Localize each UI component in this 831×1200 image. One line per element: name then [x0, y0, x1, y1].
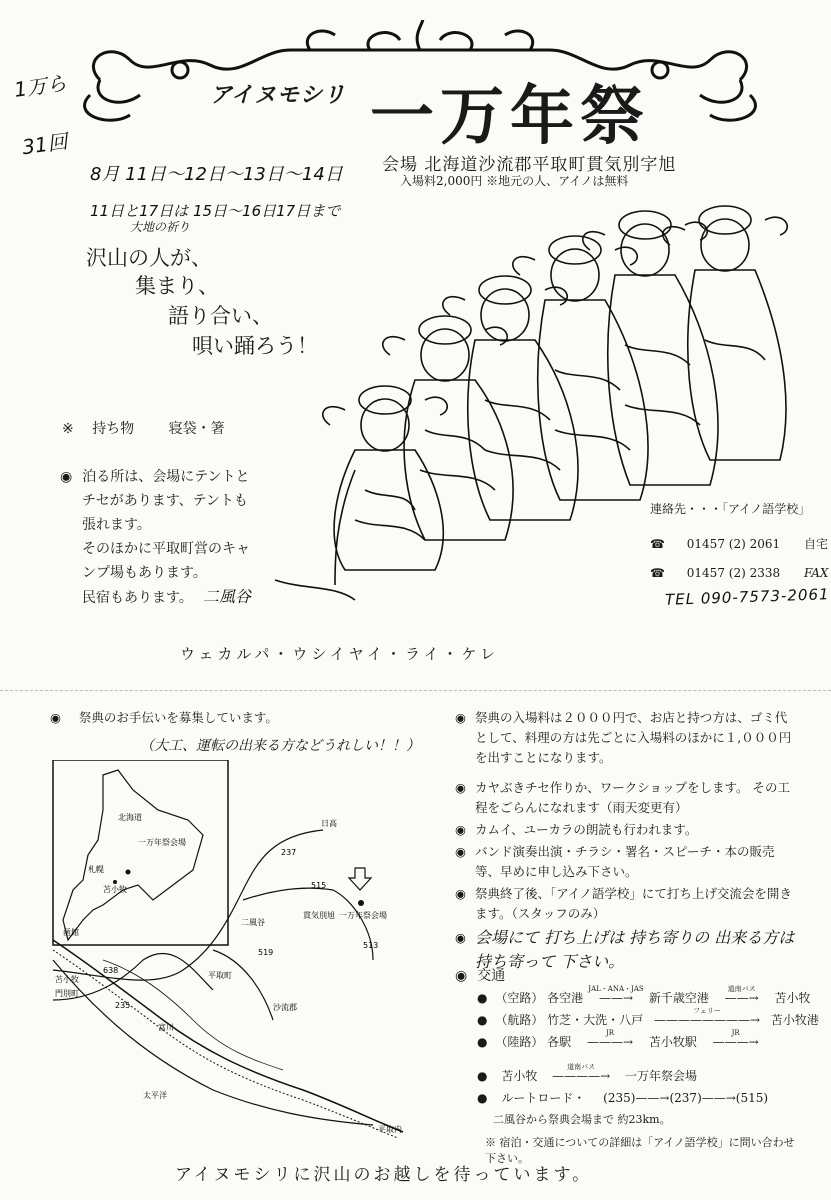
ritual-note-sub: 大地の祈り	[130, 220, 191, 234]
details-note: ※ 宿泊・交通についての詳細は「アイノ語学校」に問い合わせ下さい。	[485, 1136, 795, 1165]
route-bus	[455, 1065, 805, 1087]
bring-list	[62, 418, 225, 438]
route-from: 各駅	[547, 1035, 572, 1049]
route-to: 苫小牧	[774, 991, 811, 1005]
help-handwritten: （大工、運転の出来る方などうれしい！！）	[140, 738, 420, 754]
info-text: カムイ、ユーカラの朗読も行われます。	[475, 822, 698, 837]
dancer-figure	[323, 386, 447, 585]
bring-mark: ※	[62, 421, 74, 437]
margin-note-line1: 1万ら	[12, 70, 69, 102]
route-land	[455, 1031, 805, 1053]
venue: 会場 北海道沙流郡平取町貫気別字旭	[382, 155, 677, 175]
map-label-saru-gun: 沙流郡	[273, 1003, 297, 1012]
info-text: バンド演奏出演・チラシ・署名・スピーチ・本の販売等、早めに申し込み下さい。	[475, 844, 775, 879]
contact-handwritten: TEL 090-7573-2061	[664, 585, 830, 609]
divider-line	[0, 690, 831, 691]
bring-items: 寝袋・箸	[168, 421, 225, 437]
route-to: 一万年祭会場	[624, 1069, 697, 1083]
map-label-hidaka: 日高	[321, 819, 337, 828]
footer-message: アイヌモシリに沢山のお越しを待っています。	[175, 1165, 593, 1185]
arrow-icon: ————————→	[653, 1013, 761, 1027]
route-via: JR	[731, 1029, 740, 1037]
margin-note	[12, 69, 76, 162]
help-wanted	[50, 708, 278, 726]
contact-label: 連絡先・・・「アイノ語学校」	[650, 502, 811, 516]
dancer-figure	[383, 316, 513, 540]
map-label-tomakomai: 苫小牧	[55, 975, 79, 984]
phone-icon: ☎	[650, 537, 665, 551]
route-from: 各空港	[547, 991, 584, 1005]
dancer-figure	[663, 206, 787, 460]
dancer-figure	[583, 211, 718, 485]
route-mode: （航路）	[495, 1013, 544, 1027]
transport-section	[455, 965, 819, 1167]
info-mark: ◉	[455, 710, 466, 725]
map-label-tomakomai-inset: 苫小牧	[103, 885, 127, 894]
info-mark: ◉	[455, 780, 466, 795]
info-mark: ◉	[455, 886, 466, 901]
road-label: 235	[115, 1001, 131, 1010]
arrow-icon: ————→	[552, 1069, 611, 1083]
info-text-handwritten: 会場にて 打ち上げは 持ち寄りの 出来る方は 持ち寄って 下さい。	[475, 928, 795, 971]
road-235	[53, 960, 373, 1125]
route-via: 道南バス	[567, 1063, 596, 1071]
road-label: 638	[103, 966, 119, 975]
lodging-line: ンプ場もあります。	[82, 565, 207, 581]
info-text: カヤぶきチセ作りか、ワークショップをします。 その工程をごらんになれます（雨天変更有）	[475, 780, 790, 815]
hokkaido-outline	[63, 770, 203, 940]
route-mode: （陸路）	[495, 1035, 544, 1049]
contact-phone-2	[650, 566, 828, 580]
lodging-signature: 二風谷	[202, 587, 251, 606]
map-label-biratori: 平取町	[208, 971, 232, 980]
route-mark: ●	[477, 991, 488, 1005]
route-via: 道南バス	[727, 985, 756, 993]
map-label-pacific: 太平洋	[143, 1091, 167, 1100]
slogan-line-2: 集まり、	[135, 274, 219, 298]
info-text: 祭典終了後、「アイノ語学校」にて打ち上げ交流会を開きます。（スタッフのみ）	[475, 886, 792, 921]
dancer-figure	[443, 276, 578, 520]
map-label-biratori-nai: 平取内	[378, 1125, 402, 1134]
info-mark: ◉	[455, 930, 466, 945]
map-label-festival-site: 一万年祭会場	[339, 911, 387, 920]
route-to: 苫小牧港	[770, 1013, 819, 1027]
arrow-icon: ———→	[712, 1035, 759, 1049]
map-label-nukibetsu: 貫気別旭	[303, 911, 335, 920]
route-mode: （空路）	[495, 991, 544, 1005]
route-via: JR	[605, 1029, 615, 1037]
lodging-line: 泊る所は、会場にテントと	[82, 469, 250, 485]
slogan-line-4: 唄い踊ろう！	[192, 334, 318, 358]
road-label: 519	[258, 948, 274, 957]
bring-label: 持ち物	[92, 421, 135, 437]
map-label-monbetsu: 門別町	[55, 989, 79, 998]
info-mark: ◉	[455, 844, 466, 859]
map-inset-frame	[53, 760, 228, 945]
info-item	[455, 842, 795, 882]
route-mark: ●	[477, 1013, 488, 1027]
route-mid: 新千歳空港	[648, 991, 709, 1005]
arrow-icon: ——→	[724, 991, 759, 1005]
ritual-note: 11日と17日は 15日〜16日17日まで	[90, 202, 341, 220]
info-list	[455, 708, 795, 974]
festival-dates: 8月 11日〜12日〜13日〜14日	[90, 164, 343, 185]
arrow-icon: ——→	[598, 991, 634, 1005]
info-item	[455, 708, 795, 768]
phone-1-note: 自宅	[803, 537, 828, 551]
lodging-line: 張れます。	[82, 517, 151, 533]
info-mark: ◉	[455, 822, 466, 837]
map-label-nibutani: 二風谷	[241, 918, 265, 927]
phone-1-number: 01457 (2) 2061	[686, 537, 781, 551]
transport-mark: ◉	[455, 968, 468, 984]
lodging-info	[60, 465, 251, 610]
route-via: フェリー	[693, 1007, 721, 1015]
festival-arrow-icon	[349, 868, 371, 890]
map-label-inset-festival: 一万年祭会場	[138, 838, 186, 847]
map-label-sapporo: 札幌	[88, 865, 104, 874]
title-small: アイヌモシリ	[210, 83, 347, 108]
road-519	[213, 950, 273, 1020]
lodging-line: チセがあります、テントも	[82, 493, 248, 509]
info-item	[455, 884, 795, 924]
festival-site-icon	[358, 900, 364, 906]
phone-2-number: 01457 (2) 2338	[686, 566, 781, 580]
route-mark: ●	[477, 1069, 488, 1083]
route-mid: 苫小牧駅	[648, 1035, 697, 1049]
route-road-path: (235)——→(237)——→(515)	[603, 1091, 769, 1105]
phone-icon: ☎	[650, 566, 665, 580]
help-text: 祭典のお手伝いを募集しています。	[78, 710, 278, 725]
road-label: 513	[363, 941, 379, 950]
lodging-mark: ◉	[60, 469, 73, 485]
route-from: 苫小牧	[501, 1069, 538, 1083]
fee: 入場料2,000円 ※地元の人、アイノは無料	[400, 174, 629, 188]
lodging-line: そのほかに平取町営のキャ	[82, 541, 250, 557]
arrow-icon: ———→	[586, 1035, 634, 1049]
route-mark: ●	[477, 1035, 488, 1049]
page-title: 一万年祭	[370, 80, 650, 154]
help-mark: ◉	[50, 710, 61, 725]
map-label-hakodate: 函館	[63, 928, 79, 937]
route-road-label: ルートロード・	[501, 1091, 586, 1105]
transport-title: 交通	[477, 968, 506, 984]
map-label-tomikawa: 富川	[158, 1023, 174, 1032]
info-text: 祭典の入場料は２０００円で、お店と持つ方は、ゴミ代として、料理の方は先ごとに入場料のほかに１,０００円を出すことになります。	[475, 710, 792, 765]
access-map	[43, 760, 443, 1140]
route-mark: ●	[477, 1091, 488, 1105]
ainu-phrase: ウェカルパ・ウシイヤイ・ライ・ケレ	[180, 645, 500, 663]
map-label-hokkaido: 北海道	[118, 813, 142, 822]
route-road	[455, 1087, 805, 1109]
river	[103, 960, 283, 1070]
info-item	[455, 778, 795, 818]
margin-note-line2: 31回	[20, 129, 69, 160]
slogan-line-3: 語り合い、	[168, 304, 273, 328]
slogan-line-1: 沢山の人が、	[86, 246, 212, 270]
info-item	[455, 820, 795, 840]
road-label: 515	[311, 881, 327, 890]
lodging-line: 民宿もあります。	[82, 590, 193, 606]
route-from: 竹芝・大洗・八戸	[547, 1013, 644, 1027]
route-via: JAL・ANA・JAS	[588, 985, 644, 993]
phone-2-note: FAX	[803, 566, 829, 580]
contact-phone-1	[650, 535, 828, 552]
road-label: 237	[281, 848, 297, 857]
distance-note: 二風谷から祭典会場まで 約23km。	[493, 1113, 671, 1126]
